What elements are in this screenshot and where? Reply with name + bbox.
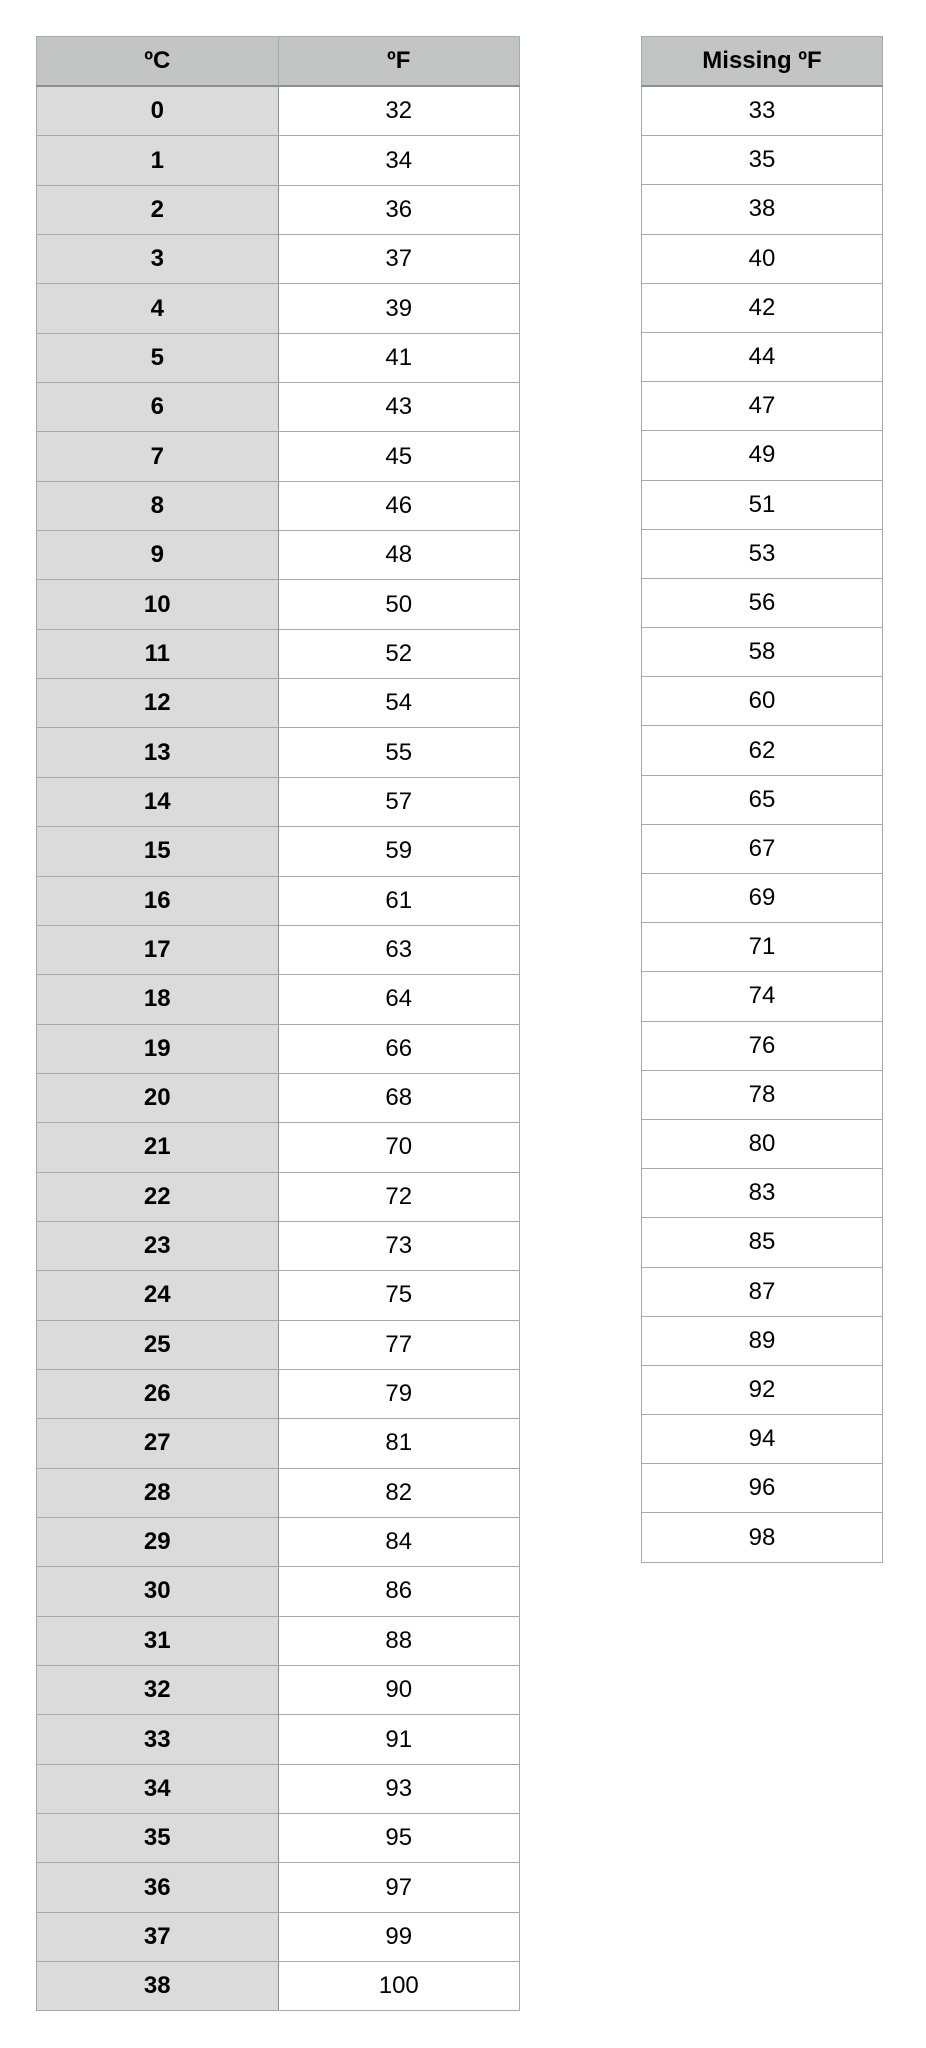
table-row [642, 86, 883, 136]
table-row [37, 876, 520, 925]
missing-fahrenheit-cell: 44 [642, 332, 883, 381]
table-row [642, 480, 883, 529]
celsius-cell: 12 [37, 679, 279, 728]
table-row [37, 136, 520, 185]
celsius-cell: 28 [37, 1468, 279, 1517]
fahrenheit-cell: 63 [278, 925, 520, 974]
table-row [642, 1513, 883, 1562]
table-row [642, 382, 883, 431]
fahrenheit-cell: 86 [278, 1567, 520, 1616]
table-row [37, 1419, 520, 1468]
table-row [642, 578, 883, 627]
missing-fahrenheit-cell: 42 [642, 283, 883, 332]
fahrenheit-cell: 82 [278, 1468, 520, 1517]
celsius-header: ºC [37, 37, 279, 87]
celsius-cell: 4 [37, 284, 279, 333]
missing-fahrenheit-cell: 56 [642, 578, 883, 627]
celsius-cell: 23 [37, 1221, 279, 1270]
celsius-cell: 1 [37, 136, 279, 185]
table-row [37, 1468, 520, 1517]
fahrenheit-cell: 45 [278, 432, 520, 481]
table-row [642, 283, 883, 332]
table-row [37, 629, 520, 678]
missing-fahrenheit-cell: 83 [642, 1169, 883, 1218]
table-row [37, 679, 520, 728]
table-row [37, 185, 520, 234]
celsius-cell: 30 [37, 1567, 279, 1616]
fahrenheit-cell: 81 [278, 1419, 520, 1468]
fahrenheit-cell: 43 [278, 383, 520, 432]
fahrenheit-cell: 61 [278, 876, 520, 925]
fahrenheit-cell: 68 [278, 1073, 520, 1122]
celsius-cell: 27 [37, 1419, 279, 1468]
celsius-cell: 18 [37, 975, 279, 1024]
celsius-cell: 13 [37, 728, 279, 777]
missing-fahrenheit-cell: 76 [642, 1021, 883, 1070]
celsius-cell: 31 [37, 1616, 279, 1665]
table-row [37, 925, 520, 974]
table-row [37, 531, 520, 580]
fahrenheit-cell: 91 [278, 1715, 520, 1764]
fahrenheit-cell: 37 [278, 235, 520, 284]
missing-table-body [642, 86, 883, 1562]
missing-fahrenheit-cell: 69 [642, 874, 883, 923]
table-row [642, 1218, 883, 1267]
table-row [37, 333, 520, 382]
table-row [642, 972, 883, 1021]
table-row [37, 1221, 520, 1270]
missing-fahrenheit-header: Missing ºF [642, 37, 883, 87]
celsius-cell: 11 [37, 629, 279, 678]
missing-fahrenheit-cell: 85 [642, 1218, 883, 1267]
celsius-cell: 35 [37, 1814, 279, 1863]
fahrenheit-cell: 64 [278, 975, 520, 1024]
celsius-cell: 21 [37, 1123, 279, 1172]
celsius-cell: 8 [37, 481, 279, 530]
fahrenheit-cell: 46 [278, 481, 520, 530]
celsius-cell: 26 [37, 1369, 279, 1418]
fahrenheit-cell: 70 [278, 1123, 520, 1172]
celsius-cell: 37 [37, 1912, 279, 1961]
table-row [37, 1764, 520, 1813]
fahrenheit-cell: 100 [278, 1962, 520, 2011]
celsius-cell: 9 [37, 531, 279, 580]
table-row [642, 726, 883, 775]
missing-fahrenheit-cell: 89 [642, 1316, 883, 1365]
fahrenheit-cell: 72 [278, 1172, 520, 1221]
table-row [37, 284, 520, 333]
conversion-header-row [37, 37, 520, 87]
table-row [37, 86, 520, 136]
missing-fahrenheit-cell: 92 [642, 1365, 883, 1414]
missing-fahrenheit-cell: 78 [642, 1070, 883, 1119]
fahrenheit-cell: 59 [278, 827, 520, 876]
table-row [37, 1666, 520, 1715]
table-row [37, 481, 520, 530]
celsius-cell: 33 [37, 1715, 279, 1764]
fahrenheit-cell: 36 [278, 185, 520, 234]
celsius-cell: 10 [37, 580, 279, 629]
missing-fahrenheit-cell: 67 [642, 824, 883, 873]
fahrenheit-cell: 75 [278, 1271, 520, 1320]
missing-fahrenheit-cell: 49 [642, 431, 883, 480]
celsius-cell: 16 [37, 876, 279, 925]
table-row [37, 777, 520, 826]
table-row [642, 824, 883, 873]
table-row [642, 1021, 883, 1070]
celsius-cell: 3 [37, 235, 279, 284]
table-row [37, 383, 520, 432]
celsius-cell: 25 [37, 1320, 279, 1369]
celsius-cell: 15 [37, 827, 279, 876]
table-row [642, 1119, 883, 1168]
missing-fahrenheit-cell: 62 [642, 726, 883, 775]
table-row [642, 234, 883, 283]
table-row [642, 1415, 883, 1464]
table-row [642, 332, 883, 381]
table-row [37, 1863, 520, 1912]
table-row [642, 677, 883, 726]
table-row [642, 628, 883, 677]
fahrenheit-cell: 77 [278, 1320, 520, 1369]
celsius-cell: 7 [37, 432, 279, 481]
missing-fahrenheit-cell: 33 [642, 86, 883, 136]
table-row [37, 1369, 520, 1418]
table-row [642, 923, 883, 972]
fahrenheit-cell: 48 [278, 531, 520, 580]
missing-fahrenheit-cell: 96 [642, 1464, 883, 1513]
fahrenheit-cell: 50 [278, 580, 520, 629]
celsius-cell: 32 [37, 1666, 279, 1715]
fahrenheit-cell: 39 [278, 284, 520, 333]
table-row [642, 1464, 883, 1513]
celsius-cell: 6 [37, 383, 279, 432]
table-row [37, 432, 520, 481]
fahrenheit-cell: 34 [278, 136, 520, 185]
table-row [642, 1316, 883, 1365]
fahrenheit-cell: 66 [278, 1024, 520, 1073]
table-row [37, 235, 520, 284]
fahrenheit-cell: 88 [278, 1616, 520, 1665]
celsius-cell: 22 [37, 1172, 279, 1221]
fahrenheit-cell: 57 [278, 777, 520, 826]
fahrenheit-header: ºF [278, 37, 520, 87]
fahrenheit-cell: 99 [278, 1912, 520, 1961]
celsius-cell: 17 [37, 925, 279, 974]
celsius-cell: 24 [37, 1271, 279, 1320]
celsius-cell: 2 [37, 185, 279, 234]
conversion-table-body [37, 86, 520, 2011]
table-row [37, 827, 520, 876]
table-row [37, 1616, 520, 1665]
fahrenheit-cell: 79 [278, 1369, 520, 1418]
table-row [37, 1024, 520, 1073]
table-row [37, 1073, 520, 1122]
table-row [642, 874, 883, 923]
table-row [37, 1567, 520, 1616]
fahrenheit-cell: 73 [278, 1221, 520, 1270]
missing-fahrenheit-cell: 98 [642, 1513, 883, 1562]
table-row [642, 1267, 883, 1316]
table-row [37, 1517, 520, 1566]
missing-header-row [642, 37, 883, 87]
table-row [37, 580, 520, 629]
celsius-cell: 20 [37, 1073, 279, 1122]
table-row [37, 1271, 520, 1320]
missing-fahrenheit-cell: 87 [642, 1267, 883, 1316]
conversion-table [36, 36, 520, 2011]
table-row [37, 1123, 520, 1172]
missing-fahrenheit-cell: 40 [642, 234, 883, 283]
celsius-cell: 38 [37, 1962, 279, 2011]
table-row [37, 1715, 520, 1764]
celsius-cell: 34 [37, 1764, 279, 1813]
fahrenheit-cell: 97 [278, 1863, 520, 1912]
fahrenheit-cell: 32 [278, 86, 520, 136]
table-row [37, 1962, 520, 2011]
table-row [642, 529, 883, 578]
missing-fahrenheit-cell: 38 [642, 185, 883, 234]
table-row [642, 1365, 883, 1414]
table-row [642, 431, 883, 480]
table-row [37, 1320, 520, 1369]
missing-fahrenheit-cell: 71 [642, 923, 883, 972]
missing-fahrenheit-cell: 47 [642, 382, 883, 431]
table-row [37, 1912, 520, 1961]
fahrenheit-cell: 93 [278, 1764, 520, 1813]
missing-fahrenheit-cell: 51 [642, 480, 883, 529]
missing-fahrenheit-cell: 53 [642, 529, 883, 578]
fahrenheit-cell: 95 [278, 1814, 520, 1863]
table-row [37, 1172, 520, 1221]
fahrenheit-cell: 84 [278, 1517, 520, 1566]
celsius-cell: 14 [37, 777, 279, 826]
table-row [37, 1814, 520, 1863]
fahrenheit-cell: 52 [278, 629, 520, 678]
celsius-cell: 5 [37, 333, 279, 382]
missing-fahrenheit-cell: 94 [642, 1415, 883, 1464]
table-row [642, 136, 883, 185]
missing-fahrenheit-cell: 74 [642, 972, 883, 1021]
fahrenheit-cell: 55 [278, 728, 520, 777]
missing-fahrenheit-cell: 65 [642, 775, 883, 824]
table-row [642, 185, 883, 234]
table-row [642, 1070, 883, 1119]
missing-fahrenheit-cell: 80 [642, 1119, 883, 1168]
fahrenheit-cell: 41 [278, 333, 520, 382]
missing-fahrenheit-cell: 58 [642, 628, 883, 677]
table-row [37, 975, 520, 1024]
missing-fahrenheit-table [641, 36, 883, 1563]
celsius-cell: 19 [37, 1024, 279, 1073]
table-row [642, 775, 883, 824]
missing-fahrenheit-cell: 35 [642, 136, 883, 185]
celsius-cell: 29 [37, 1517, 279, 1566]
missing-fahrenheit-cell: 60 [642, 677, 883, 726]
celsius-cell: 0 [37, 86, 279, 136]
table-row [642, 1169, 883, 1218]
fahrenheit-cell: 54 [278, 679, 520, 728]
celsius-cell: 36 [37, 1863, 279, 1912]
table-row [37, 728, 520, 777]
fahrenheit-cell: 90 [278, 1666, 520, 1715]
